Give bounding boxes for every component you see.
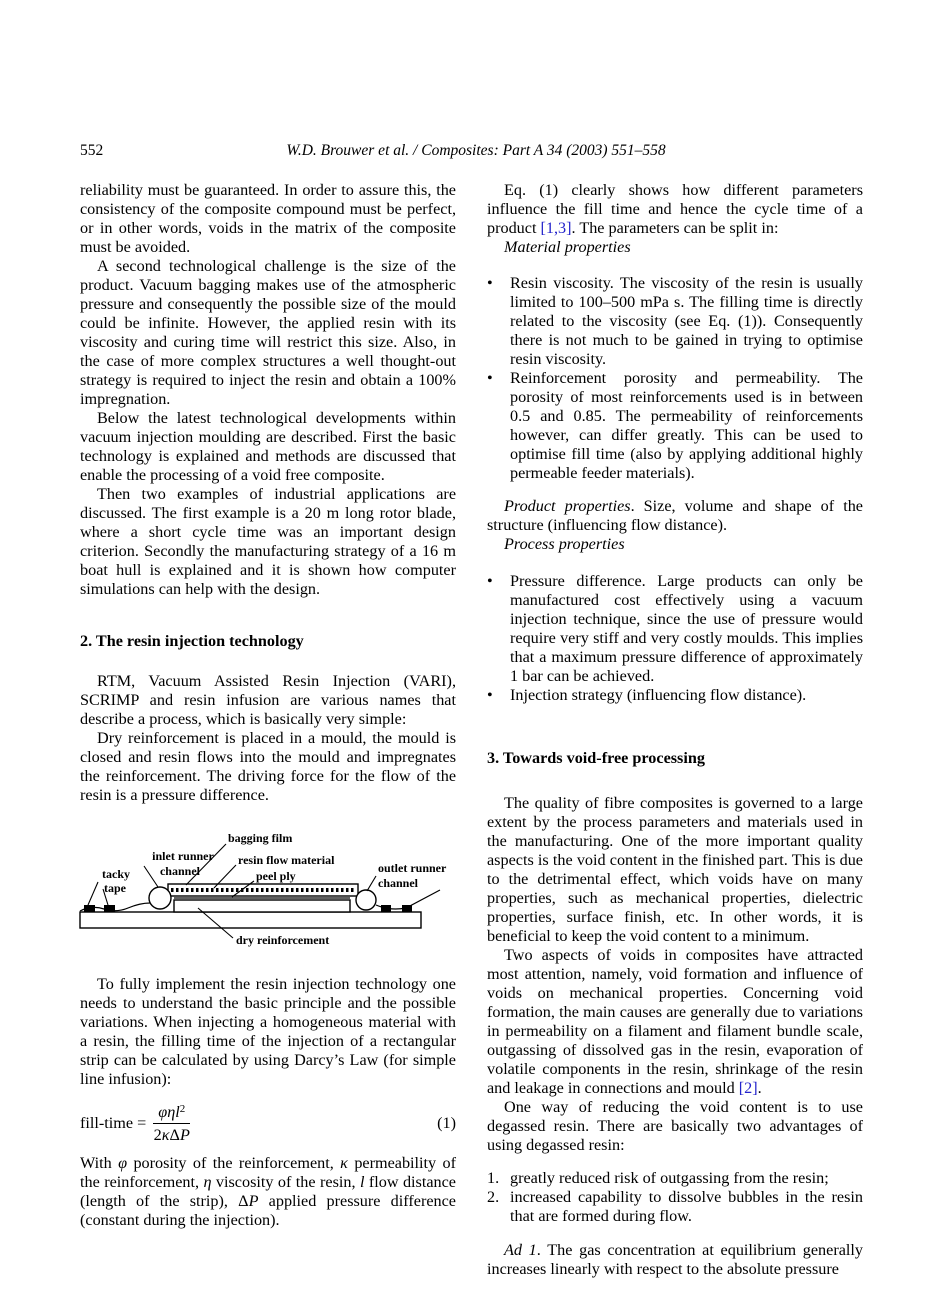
text-segment: Product properties xyxy=(504,497,631,515)
paragraph: To fully implement the resin injection technology one needs to understand the basic principle and the possible variations. When injecting a homogeneous material with a resin, the filling time of the injection of a rectangular strip can be calculated by using Darcy’s Law (for simple line infusion): xyxy=(80,975,456,1088)
text-segment: l xyxy=(175,1103,180,1121)
tacky-tape-square xyxy=(104,905,115,912)
paragraph: The quality of fibre composites is governed to a large extent by the process parameters and materials used in the manufacturing. One of the more important quality aspects is the void content in the finished part. This is due to the detrimental effect, which voids have on many properties, such as mechanical properties, dielectric properties, surface finish, etc. In other words, it is beneficial to keep the void content to a minimum. xyxy=(487,794,863,945)
equation-1 xyxy=(80,1103,456,1144)
degassed-resin-advantages-list xyxy=(487,1169,863,1226)
label-outlet-channel: channel xyxy=(378,876,419,890)
process-properties-list xyxy=(487,572,863,705)
bullet-icon: • xyxy=(487,274,493,292)
tacky-tape-square xyxy=(402,905,412,912)
list-item xyxy=(487,572,863,686)
label-peel-ply: peel ply xyxy=(256,869,296,883)
text-segment: η xyxy=(203,1173,212,1192)
bullet-icon: • xyxy=(487,572,493,590)
paragraph xyxy=(487,181,863,238)
label-tacky: tacky xyxy=(102,867,130,881)
list-item xyxy=(487,274,863,369)
label-resin-flow-material: resin flow material xyxy=(238,853,335,867)
label-inlet-runner: inlet runner xyxy=(152,849,214,863)
process-properties-line: Process properties xyxy=(504,535,625,553)
two-column-body xyxy=(80,181,872,1279)
leader-inlet-runner xyxy=(144,866,158,887)
list-item-text: Reinforcement porosity and permeability. The porosity of most reinforcements used is in between 0.5 and 0.85. The permeability of reinforcements however, can differ greatly. This can be used to optimise fill time (also by applying additional highly permeable feeder materials). xyxy=(510,369,863,482)
text-segment: κ xyxy=(161,1126,170,1145)
equation-lhs: fill-time = xyxy=(80,1114,147,1133)
list-item-text: Resin viscosity. The viscosity of the resin is usually limited to 100–500 mPa s. The filling time is directly related to the viscosity (see Eq. (1)). Consequently there is not much to be gained in trying to optimise resin viscosity. xyxy=(510,274,863,368)
leader-tacky-tape-1 xyxy=(88,882,98,905)
paragraph: Below the latest technological developments within vacuum injection moulding are described. First the basic technology is explained and methods are discussed that enable the processing of a void free composite. xyxy=(80,409,456,484)
citation-link[interactable]: [2] xyxy=(738,1079,758,1097)
paragraph: Then two examples of industrial applications are discussed. The first example is a 20 m long rotor blade, where a short cycle time was an important design criterion. Secondly the manufacturing strategy of a 16 m boat hull is explained and it is shown how computer simulations can help with the design. xyxy=(80,485,456,598)
text-segment: . xyxy=(757,1079,762,1097)
figure-vacuum-infusion xyxy=(78,820,456,960)
mould-plate xyxy=(80,912,421,928)
citation-link[interactable]: [1,3] xyxy=(540,219,572,237)
text-segment: Ad 1 xyxy=(504,1241,537,1259)
bullet-icon: • xyxy=(487,686,493,704)
text-segment: porosity of the reinforcement, xyxy=(127,1154,341,1173)
equation-fraction xyxy=(153,1103,190,1144)
list-item xyxy=(487,369,863,483)
running-head xyxy=(80,142,872,160)
text-segment: φη xyxy=(158,1103,176,1121)
label-tape: tape xyxy=(104,881,126,895)
paragraph: RTM, Vacuum Assisted Resin Injection (VARI), SCRIMP and resin infusion are various names that describe a process, which is basically very simple: xyxy=(80,672,456,728)
list-item-text: increased capability to dissolve bubbles in the resin that are formed during flow. xyxy=(510,1188,863,1225)
text-segment: flow distance (length of the strip), Δ xyxy=(80,1173,456,1211)
material-properties-list xyxy=(487,274,863,483)
paragraph xyxy=(487,1241,863,1279)
list-item xyxy=(487,686,863,705)
numbered-item xyxy=(487,1169,863,1188)
text-segment: P xyxy=(248,1192,259,1211)
paragraph: One way of reducing the void content is to use degassed resin. There are basically two advantages of using degassed resin: xyxy=(487,1098,863,1154)
left-column xyxy=(80,181,456,1279)
bullet-icon: • xyxy=(487,369,493,387)
label-outlet-runner: outlet runner xyxy=(378,861,447,875)
text-segment: Eq. (1) clearly shows how different parameters influence the fill time and hence the cycle time of a product xyxy=(487,181,863,237)
text-segment: φ xyxy=(118,1154,128,1173)
equation-number: (1) xyxy=(437,1114,456,1133)
text-segment: 2 xyxy=(153,1126,162,1145)
text-segment: l xyxy=(359,1173,365,1192)
text-segment: Two aspects of voids in composites have attracted most attention, namely, void formation and influence of voids on mechanical properties. Concerning void formation, the main causes are generally due to variations in permeability on a filament and filament bundle scale, outgassing of dissolved gas in the resin, evaporation of volatile components in the resin, shrinkage of the resin and leakage in connections and mould xyxy=(487,946,863,1097)
numbered-item xyxy=(487,1188,863,1226)
list-item-text: greatly reduced risk of outgassing from the resin; xyxy=(510,1169,829,1187)
text-segment: permeability of the reinforcement, xyxy=(80,1154,456,1192)
text-segment: Δ xyxy=(169,1126,180,1145)
paragraph: Dry reinforcement is placed in a mould, the mould is closed and resin flows into the mould and impregnates the reinforcement. The driving force for the flow of the resin is a pressure difference. xyxy=(80,729,456,804)
label-inlet-channel: channel xyxy=(159,864,201,878)
text-segment: With xyxy=(80,1154,119,1173)
section-3-heading: 3. Towards void-free processing xyxy=(487,749,705,767)
page-number: 552 xyxy=(80,142,104,159)
text-segment: applied pressure difference (constant during the injection). xyxy=(80,1192,456,1230)
equation-denominator xyxy=(154,1124,190,1144)
label-dry-reinforcement: dry reinforcement xyxy=(236,933,330,947)
equation-numerator xyxy=(153,1103,190,1124)
text-segment: P xyxy=(179,1126,190,1145)
item-number: 2. xyxy=(487,1188,500,1206)
text-segment: . Size, volume and shape of the structure (influencing flow distance). xyxy=(487,497,863,534)
list-item-text: Pressure difference. Large products can only be manufactured cost effectively using a vacuum injection technique, since the use of pressure would require very stiff and very costly moulds. This implies that a maximum pressure difference of approximately 1 bar can be achieved. xyxy=(510,572,863,685)
label-bagging-film: bagging film xyxy=(228,831,293,845)
right-column xyxy=(487,181,863,1279)
inlet-runner-channel-shape xyxy=(149,887,171,909)
text-segment: viscosity of the resin, xyxy=(211,1173,360,1192)
text-segment: κ xyxy=(340,1154,348,1173)
list-item-text: Injection strategy (influencing flow distance). xyxy=(510,686,807,704)
text-segment: 2 xyxy=(179,1103,186,1115)
tacky-tape-square xyxy=(381,905,391,912)
text-segment: . The gas concentration at equilibrium generally increases linearly with respect to the absolute pressure xyxy=(487,1241,863,1278)
paragraph xyxy=(487,946,863,1098)
leader-outlet-runner xyxy=(367,876,376,891)
paragraph-continuation: reliability must be guaranteed. In order to assure this, the consistency of the composite compound must be perfect, or in other words, voids in the matrix of the composite must be avoided. xyxy=(80,181,456,256)
outlet-runner-channel-shape xyxy=(356,890,376,910)
tacky-tape-square xyxy=(84,905,95,912)
text-segment: . The parameters can be split in: xyxy=(571,219,779,237)
section-2-heading: 2. The resin injection technology xyxy=(80,632,304,650)
paragraph: A second technological challenge is the size of the product. Vacuum bagging makes use of the atmospheric pressure and consequently the possible size of the mould could be infinite. However, the applied resin with its viscosity and curing time will restrict this size. Also, in the case of more complex structures a well thought-out strategy is required to inject the resin and obtain a 100% impregnation. xyxy=(80,257,456,408)
paragraph-symbols xyxy=(80,1154,456,1230)
vacuum-infusion-diagram xyxy=(78,820,488,960)
material-properties-line: Material properties xyxy=(504,238,631,256)
item-number: 1. xyxy=(487,1169,500,1187)
running-title: W.D. Brouwer et al. / Composites: Part A 34 (2003) 551–558 xyxy=(286,142,666,159)
product-properties-paragraph xyxy=(487,497,863,535)
